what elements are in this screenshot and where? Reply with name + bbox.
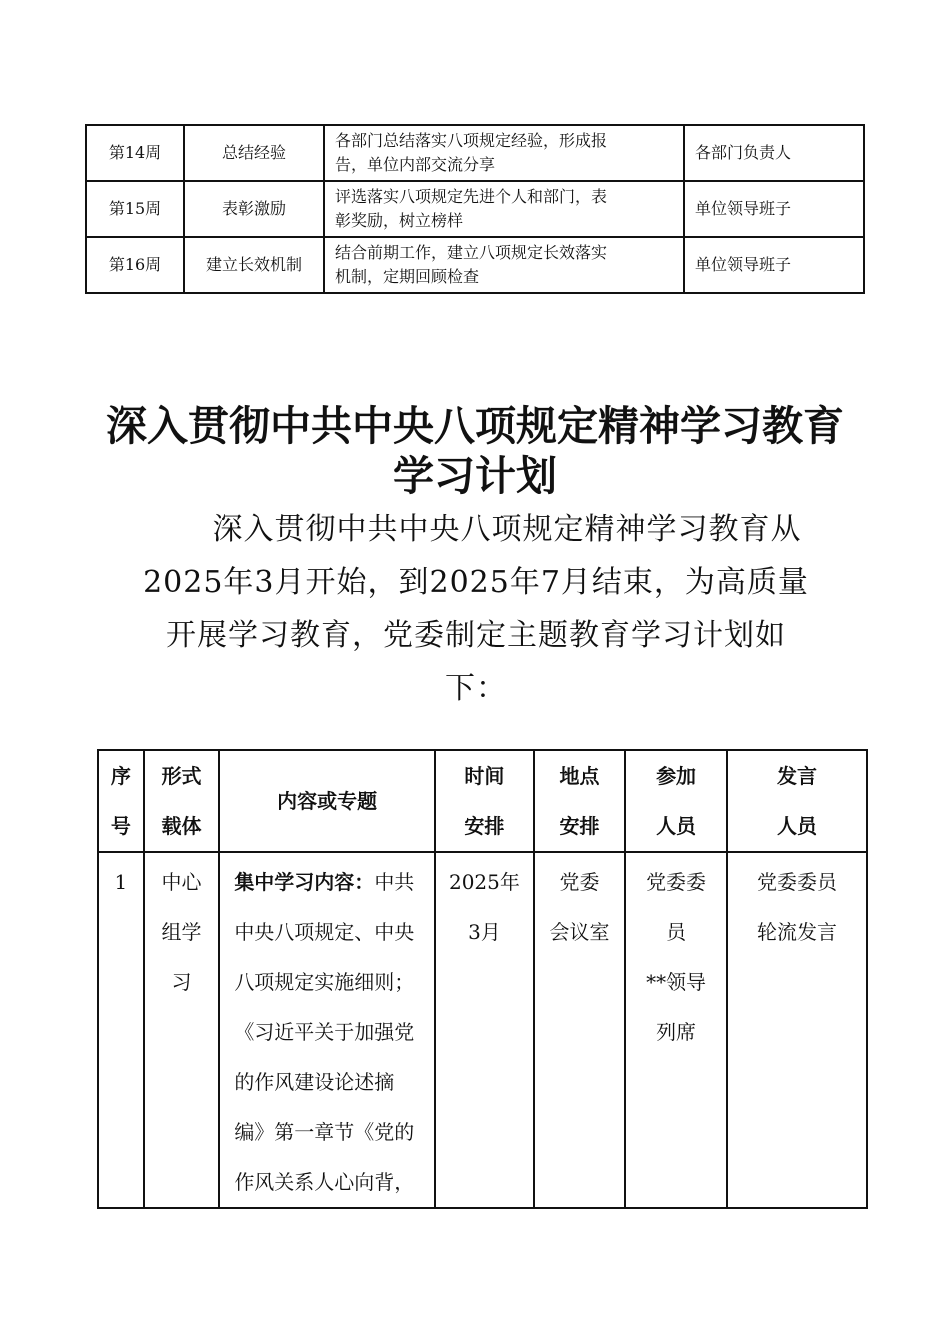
- cell-line: [234, 857, 422, 907]
- header-text: 安排: [559, 814, 600, 838]
- topic-cell: 总结经验: [184, 125, 324, 181]
- header-text: 序: [110, 764, 131, 788]
- intro-paragraph: [100, 503, 852, 715]
- cell-line: **领导: [646, 970, 707, 994]
- header-text: 人员: [776, 814, 817, 838]
- content-line: 告，单位内部交流分享: [335, 155, 496, 174]
- content-line: 结合前期工作，建立八项规定长效落实: [335, 243, 608, 262]
- cell-line: 中央八项规定、中央: [234, 920, 415, 944]
- header-text: 地点: [559, 764, 600, 788]
- participants-cell: [625, 852, 727, 1208]
- header-text: 载体: [161, 814, 202, 838]
- document-title-line1: 深入贯彻中共中央八项规定精神学习教育: [106, 402, 844, 450]
- topic-cell: 建立长效机制: [184, 237, 324, 293]
- study-plan-table: [97, 749, 868, 1209]
- cell-line: 3月: [468, 920, 501, 944]
- intro-line: 2025年3月开始，到2025年7月结束，为高质量: [143, 565, 809, 600]
- cell-line: 2025年: [448, 870, 520, 894]
- cell-line: 党委委: [646, 870, 707, 894]
- table-row: [86, 237, 864, 293]
- content-line: 彰奖励，树立榜样: [335, 211, 464, 230]
- content-cell: [324, 181, 684, 237]
- cell-line: 党委委员: [756, 870, 837, 894]
- cell-line: 中心: [161, 870, 202, 894]
- document-title-line2: 学习计划: [393, 452, 557, 500]
- table-row: [98, 852, 867, 1208]
- header-seq: [98, 750, 144, 852]
- week-cell: 第14周: [86, 125, 184, 181]
- speakers-cell: [727, 852, 867, 1208]
- header-place: [534, 750, 625, 852]
- cell-line: 党委: [559, 870, 600, 894]
- header-text: 形式: [161, 764, 202, 788]
- header-speakers: [727, 750, 867, 852]
- table-row: [86, 125, 864, 181]
- topic-cell: 表彰激励: [184, 181, 324, 237]
- header-participants: [625, 750, 727, 852]
- header-text: 时间: [464, 764, 505, 788]
- header-text: 号: [110, 814, 131, 838]
- cell-line: 轮流发言: [756, 920, 837, 944]
- time-cell: [435, 852, 534, 1208]
- header-text: 参加: [656, 764, 697, 788]
- header-text: 安排: [464, 814, 505, 838]
- content-line: 各部门总结落实八项规定经验，形成报: [335, 131, 608, 150]
- content-label: 集中学习内容：: [234, 870, 375, 894]
- cell-line: 的作风建设论述摘: [234, 1070, 395, 1094]
- seq-cell: 1: [98, 852, 144, 1208]
- intro-line: 下：: [445, 671, 507, 706]
- cell-line: 作风关系人心向背，: [234, 1170, 415, 1194]
- cell-line: 习: [171, 970, 192, 994]
- content-line: 评选落实八项规定先进个人和部门，表: [335, 187, 608, 206]
- owner-cell: 单位领导班子: [684, 181, 864, 237]
- place-cell: [534, 852, 625, 1208]
- cell-line: 编》第一章节《党的: [234, 1120, 415, 1144]
- content-cell: [324, 237, 684, 293]
- cell-line: 员: [666, 920, 687, 944]
- form-cell: [144, 852, 220, 1208]
- owner-cell: 各部门负责人: [684, 125, 864, 181]
- cell-line: 《习近平关于加强党: [234, 1020, 415, 1044]
- intro-line: 深入贯彻中共中央八项规定精神学习教育从: [150, 512, 802, 547]
- cell-line: 八项规定实施细则；: [234, 970, 415, 994]
- schedule-table: [85, 124, 865, 294]
- content-cell: [219, 852, 435, 1208]
- week-cell: 第16周: [86, 237, 184, 293]
- week-cell: 第15周: [86, 181, 184, 237]
- content-label-tail: 中共: [374, 870, 415, 894]
- content-line: 机制，定期回顾检查: [335, 267, 480, 286]
- cell-line: 组学: [161, 920, 202, 944]
- table-row: [86, 181, 864, 237]
- owner-cell: 单位领导班子: [684, 237, 864, 293]
- header-text: 人员: [656, 814, 697, 838]
- header-content: 内容或专题: [219, 750, 435, 852]
- intro-line: 开展学习教育，党委制定主题教育学习计划如: [166, 618, 786, 653]
- header-row: [98, 750, 867, 852]
- cell-line: 会议室: [549, 920, 610, 944]
- content-cell: [324, 125, 684, 181]
- header-text: 发言: [776, 764, 817, 788]
- header-form: [144, 750, 220, 852]
- header-time: [435, 750, 534, 852]
- cell-line: 列席: [656, 1020, 697, 1044]
